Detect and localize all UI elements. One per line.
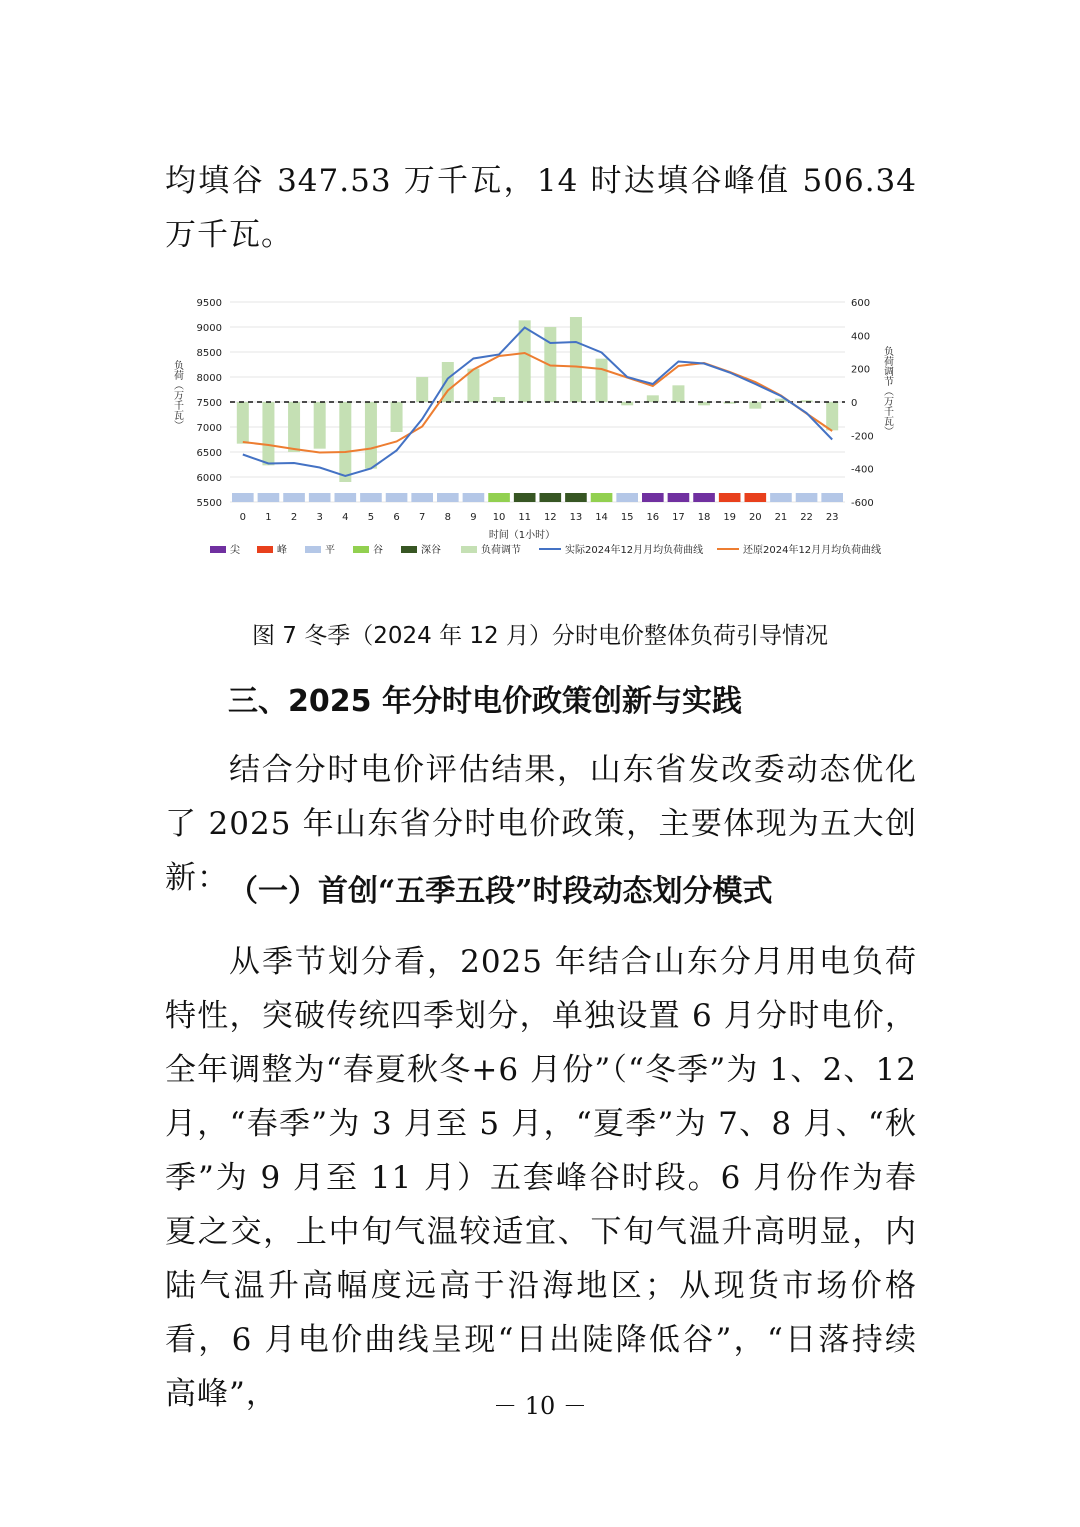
x-tick-label: 12 xyxy=(543,512,557,523)
legend-swatch-valley xyxy=(353,546,369,553)
x-tick-label: 15 xyxy=(620,512,634,523)
period-flat xyxy=(437,493,459,502)
period-flat xyxy=(283,493,305,502)
x-tick-label: 17 xyxy=(672,512,685,523)
x-tick-label: 5 xyxy=(367,512,375,523)
x-tick-label: 3 xyxy=(316,512,323,523)
x-tick-label: 19 xyxy=(723,512,737,523)
left-axis-ticks xyxy=(197,298,222,509)
legend-label-bars: 负荷调节 xyxy=(481,545,521,556)
x-tick-label: 8 xyxy=(444,512,451,523)
period-sharp xyxy=(668,493,690,502)
section-paragraph: 结合分时电价评估结果，山东省发改委动态优化了 2025 年山东省分时电价政策，主要体现为五大创新： xyxy=(165,752,917,896)
chart-legend xyxy=(210,543,881,556)
x-tick-label: 6 xyxy=(393,512,400,523)
page-number: － 10 － xyxy=(493,1392,587,1420)
period-flat xyxy=(386,493,408,502)
legend-label-flat: 平 xyxy=(325,545,335,556)
left-tick-label: 7500 xyxy=(196,398,222,409)
left-tick-label: 5500 xyxy=(196,498,222,509)
load-guidance-chart xyxy=(165,290,915,570)
x-tick-label: 18 xyxy=(697,512,711,523)
period-valley xyxy=(591,493,613,502)
period-flat xyxy=(411,493,433,502)
x-tick-label: 1 xyxy=(265,512,272,523)
regulation-bar xyxy=(365,402,377,469)
period-deep xyxy=(514,493,536,502)
right-tick-label: 200 xyxy=(851,364,871,376)
regulation-bars xyxy=(237,317,838,482)
x-tick-label: 10 xyxy=(492,512,506,523)
right-tick-label: -200 xyxy=(851,431,874,443)
x-tick-label: 13 xyxy=(569,512,583,523)
legend-label-sharp: 尖 xyxy=(230,545,240,556)
right-axis-ticks xyxy=(851,298,874,509)
left-tick-label: 6000 xyxy=(196,473,222,484)
regulation-bar xyxy=(262,402,274,465)
period-flat xyxy=(335,493,357,502)
right-tick-label: 600 xyxy=(851,298,871,309)
x-tick-label: 0 xyxy=(239,512,246,523)
x-tick-label: 14 xyxy=(595,512,608,523)
right-tick-label: -600 xyxy=(851,498,874,509)
period-flat xyxy=(232,493,254,502)
legend-label-valley: 谷 xyxy=(373,545,383,556)
legend-swatch-peak xyxy=(257,546,273,553)
period-sharp xyxy=(642,493,664,502)
legend-swatch-deep xyxy=(401,546,417,553)
period-deep xyxy=(540,493,562,502)
left-tick-label: 8000 xyxy=(196,373,222,384)
x-tick-label: 23 xyxy=(825,512,839,523)
right-axis-label: 负荷调节（万千瓦） xyxy=(881,346,893,436)
section-heading: 三、2025 年分时电价政策创新与实践 xyxy=(228,684,742,719)
x-axis-ticks xyxy=(240,512,839,523)
period-flat xyxy=(463,493,485,502)
period-flat xyxy=(821,493,843,502)
period-peak xyxy=(719,493,741,502)
x-tick-label: 22 xyxy=(800,512,813,523)
period-flat xyxy=(360,493,382,502)
regulation-bar xyxy=(570,317,582,402)
regulation-bar xyxy=(826,402,838,430)
legend-swatch-bars xyxy=(461,546,477,553)
period-flat xyxy=(796,493,818,502)
period-flat xyxy=(616,493,638,502)
x-tick-label: 9 xyxy=(470,512,477,523)
subsection-heading: （一）首创“五季五段”时段动态划分模式 xyxy=(228,874,773,909)
x-tick-label: 11 xyxy=(518,512,532,523)
period-flat xyxy=(258,493,280,502)
left-axis-label: 负荷（万千瓦） xyxy=(171,360,183,430)
left-tick-label: 9000 xyxy=(196,323,222,334)
period-flat xyxy=(770,493,792,502)
regulation-bar xyxy=(339,402,351,482)
period-sharp xyxy=(693,493,715,502)
right-tick-label: 400 xyxy=(851,331,871,343)
legend-swatch-flat xyxy=(305,546,321,553)
period-strip xyxy=(232,493,843,502)
period-valley xyxy=(488,493,510,502)
x-tick-label: 16 xyxy=(646,512,660,523)
right-tick-label: 0 xyxy=(851,398,858,409)
regulation-bar xyxy=(647,395,659,402)
regulation-bar xyxy=(672,385,684,402)
x-tick-label: 7 xyxy=(419,512,426,523)
figure-caption: 图 7 冬季（2024 年 12 月）分时电价整体负荷引导情况 xyxy=(252,623,828,649)
legend-label-actual: 实际2024年12月月均负荷曲线 xyxy=(565,545,704,556)
regulation-bar xyxy=(237,402,249,444)
regulation-bar xyxy=(596,359,608,402)
legend-label-peak: 峰 xyxy=(277,545,287,556)
x-tick-label: 2 xyxy=(290,512,298,523)
x-tick-label: 21 xyxy=(774,512,788,523)
period-deep xyxy=(565,493,587,502)
left-tick-label: 7000 xyxy=(196,423,222,434)
legend-swatch-sharp xyxy=(210,546,226,553)
x-tick-label: 4 xyxy=(342,512,349,523)
x-axis-label: 时间（1小时） xyxy=(488,530,556,541)
period-peak xyxy=(745,493,767,502)
regulation-bar xyxy=(391,402,403,432)
regulation-bar xyxy=(416,377,428,402)
x-tick-label: 20 xyxy=(748,512,762,523)
period-flat xyxy=(309,493,331,502)
left-tick-label: 8500 xyxy=(196,348,222,359)
subsection-paragraph: 从季节划分看，2025 年结合山东分月用电负荷特性，突破传统四季划分，单独设置 6 月分时电价，全年调整为“春夏秋冬+6 月份”（“冬季”为 1、2、12 月，“春季”为 3 月至 5 月，“夏季”为 7、8 月、“秋季”为 9 月至 11 月）五套峰谷时段。6 月份作为春夏之交，上中旬气温较适宜、下旬气温升高明显，内陆气温升高幅度远高于沿海地区；从现货市场价格看，6 月电价曲线呈现“日出陡降低谷”，“日落持续高峰”， xyxy=(165,944,917,1412)
right-tick-label: -400 xyxy=(851,464,874,476)
regulation-bar xyxy=(288,402,300,452)
left-tick-label: 6500 xyxy=(196,448,222,459)
legend-label-restored: 还原2024年12月月均负荷曲线 xyxy=(743,545,882,556)
regulation-bar xyxy=(314,402,326,449)
intro-paragraph: 均填谷 347.53 万千瓦，14 时达填谷峰值 506.34 万千瓦。 xyxy=(165,163,917,253)
regulation-bar xyxy=(749,402,761,409)
legend-label-deep: 深谷 xyxy=(421,545,441,556)
left-tick-label: 9500 xyxy=(196,298,222,309)
